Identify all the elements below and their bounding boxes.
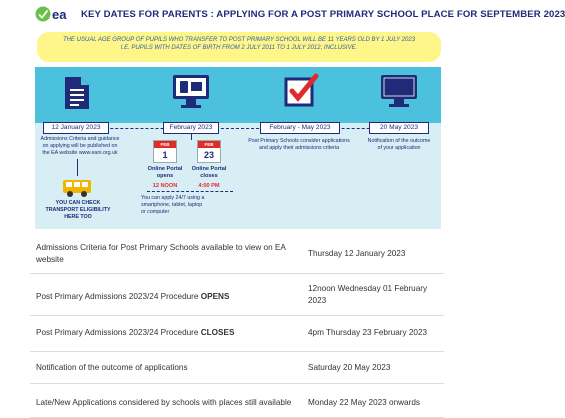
connector-line bbox=[191, 134, 192, 140]
connector-line bbox=[77, 159, 78, 176]
age-group-banner bbox=[37, 32, 441, 62]
document-icon bbox=[63, 75, 91, 116]
portal-open-time: 12 NOON bbox=[152, 183, 178, 189]
infographic-title: KEY DATES FOR PARENTS : APPLYING FOR A POST PRIMARY SCHOOL PLACE FOR SEPTEMBER 2023 bbox=[81, 9, 565, 20]
checkbox-icon bbox=[283, 73, 319, 114]
stage-4-description: Notification of the outcome of your application bbox=[367, 138, 431, 151]
date-box-3: February - May 2023 bbox=[260, 122, 340, 134]
date-box-2: February 2023 bbox=[163, 122, 219, 134]
key-dates-infographic bbox=[33, 0, 565, 232]
ea-logo bbox=[35, 5, 71, 23]
table-row bbox=[30, 384, 444, 418]
stage-3-description: Post Primary Schools consider applications and apply their admissions criteria bbox=[248, 138, 350, 151]
row-value: Saturday 20 May 2023 bbox=[308, 363, 391, 372]
table-row bbox=[30, 274, 444, 316]
banner-line-1: THE USUAL AGE GROUP OF PUPILS WHO TRANSFER TO POST PRIMARY SCHOOL WILL BE 11 YEARS OLD BY 1 JULY 2023 bbox=[62, 37, 416, 43]
table-row bbox=[30, 352, 444, 384]
portal-close-time: 4:00 PM bbox=[198, 183, 220, 189]
row-label: Late/New Applications considered by schools with places still available bbox=[36, 398, 292, 407]
portal-divider bbox=[147, 191, 233, 192]
row-value: Thursday 12 January 2023 bbox=[308, 249, 406, 258]
row-label: Notification of the outcome of applications bbox=[36, 363, 188, 372]
row-label: Post Primary Admissions 2023/24 Procedure OPENS bbox=[36, 292, 230, 301]
apply-anytime-note: You can apply 24/7 using a smartphone, tablet, laptop or computer bbox=[141, 195, 205, 215]
timeline-panel bbox=[35, 67, 441, 229]
monitor-icon bbox=[379, 73, 419, 114]
calendar-icon-open: FEB 1 bbox=[153, 140, 177, 163]
timeline-connector bbox=[65, 128, 415, 129]
row-value: 12noon Wednesday 01 February 2023 bbox=[308, 284, 428, 305]
svg-text:ea: ea bbox=[52, 7, 67, 22]
stage-1-description: Admissions Criteria and guidance on applying will be published on the EA website www.eani.org.uk bbox=[40, 136, 120, 156]
computer-icon bbox=[171, 73, 211, 116]
date-box-1: 12 January 2023 bbox=[43, 122, 109, 134]
portal-closes-label: Online Portal closes bbox=[191, 166, 227, 179]
key-dates-table bbox=[30, 236, 444, 418]
row-value: 4pm Thursday 23 February 2023 bbox=[308, 328, 428, 337]
infographic-header bbox=[33, 0, 565, 28]
row-label: Admissions Criteria for Post Primary Schools available to view on EA website bbox=[36, 243, 286, 264]
banner-line-2: I.E. PUPILS WITH DATES OF BIRTH FROM 2 JULY 2011 TO 1 JULY 2012, INCLUSIVE. bbox=[120, 45, 358, 51]
portal-opens-label: Online Portal opens bbox=[147, 166, 183, 179]
transport-eligibility-note: YOU CAN CHECK TRANSPORT ELIGIBILITY HERE TOO bbox=[45, 200, 111, 220]
table-row bbox=[30, 236, 444, 274]
calendar-icon-close: FEB 23 bbox=[197, 140, 221, 163]
row-value: Monday 22 May 2023 onwards bbox=[308, 398, 420, 407]
date-box-4: 20 May 2023 bbox=[369, 122, 429, 134]
table-row bbox=[30, 316, 444, 352]
row-label: Post Primary Admissions 2023/24 Procedure CLOSES bbox=[36, 328, 235, 337]
